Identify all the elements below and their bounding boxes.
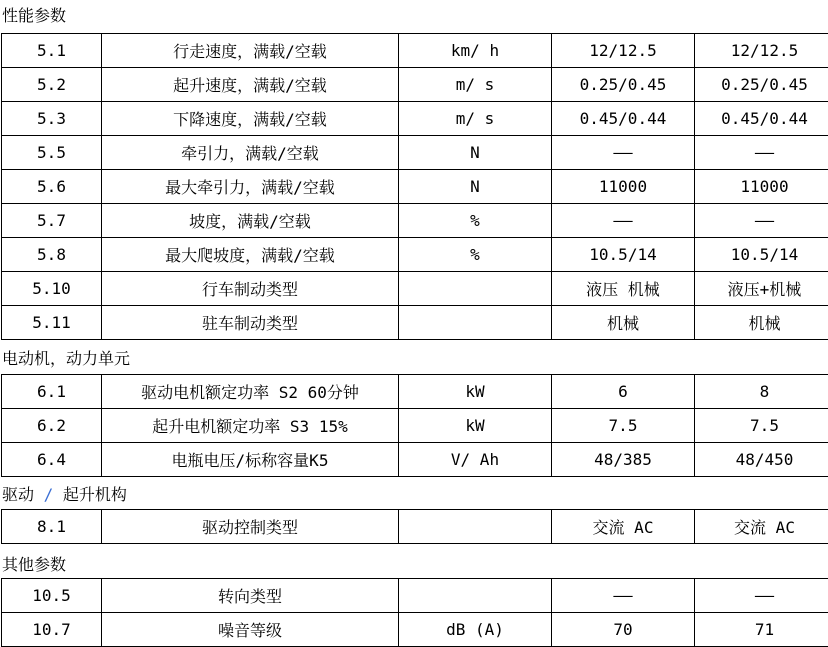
table-cell: 8 [695, 375, 828, 409]
table-cell: 0.45/0.44 [552, 102, 695, 136]
table-cell: 6.4 [2, 443, 102, 477]
table-row [2, 409, 828, 443]
table-cell: —— [695, 579, 828, 613]
table-cell: —— [552, 136, 695, 170]
spec-table-other-parameters [1, 578, 828, 647]
table-cell: 坡度，满载/空载 [102, 204, 399, 238]
table-cell: 机械 [695, 306, 828, 340]
table-row [2, 306, 828, 340]
table-cell: 10.5/14 [552, 238, 695, 272]
table-cell: 6.1 [2, 375, 102, 409]
section-title-drive-lift-mechanism [0, 486, 828, 504]
table-cell: 12/12.5 [552, 34, 695, 68]
table-cell: 12/12.5 [695, 34, 828, 68]
table-cell: 行车制动类型 [102, 272, 399, 306]
table-cell: 起升电机额定功率 S3 15% [102, 409, 399, 443]
table-cell: km/ h [399, 34, 552, 68]
table-cell: 11000 [695, 170, 828, 204]
table-cell: 驻车制动类型 [102, 306, 399, 340]
table-cell: 6 [552, 375, 695, 409]
table-row [2, 613, 828, 647]
table-cell: dB (A) [399, 613, 552, 647]
table-cell: 转向类型 [102, 579, 399, 613]
table-cell: 起升速度，满载/空载 [102, 68, 399, 102]
table-cell: 交流 AC [552, 510, 695, 544]
table-row [2, 102, 828, 136]
section-title-text-post: 起升机构 [53, 485, 127, 504]
table-row [2, 34, 828, 68]
table-cell: 交流 AC [695, 510, 828, 544]
table-row [2, 68, 828, 102]
table-cell: 48/450 [695, 443, 828, 477]
table-cell: 11000 [552, 170, 695, 204]
table-cell: 牵引力，满载/空载 [102, 136, 399, 170]
table-cell: 10.7 [2, 613, 102, 647]
table-cell: 10.5/14 [695, 238, 828, 272]
spec-table-drive-lift-mechanism [1, 509, 828, 544]
table-cell: N [399, 170, 552, 204]
table-cell: 48/385 [552, 443, 695, 477]
table-cell: —— [695, 136, 828, 170]
table-cell: m/ s [399, 68, 552, 102]
table-cell: 行走速度，满载/空载 [102, 34, 399, 68]
table-cell: 71 [695, 613, 828, 647]
table-cell: 0.25/0.45 [552, 68, 695, 102]
table-row [2, 579, 828, 613]
table-cell: V/ Ah [399, 443, 552, 477]
table-cell: 5.8 [2, 238, 102, 272]
section-title-performance: 性能参数 [2, 6, 67, 25]
table-cell: 液压 机械 [552, 272, 695, 306]
section-title-text-pre: 驱动 [2, 485, 44, 504]
table-cell: 5.1 [2, 34, 102, 68]
table-cell: 电瓶电压/标称容量K5 [102, 443, 399, 477]
table-row [2, 204, 828, 238]
table-cell: 0.25/0.45 [695, 68, 828, 102]
table-cell: 5.2 [2, 68, 102, 102]
table-cell: 5.11 [2, 306, 102, 340]
table-cell: 10.5 [2, 579, 102, 613]
table-cell: % [399, 204, 552, 238]
table-cell: 70 [552, 613, 695, 647]
table-cell: 8.1 [2, 510, 102, 544]
table-cell: 6.2 [2, 409, 102, 443]
table-cell: kW [399, 375, 552, 409]
table-cell: 下降速度，满载/空载 [102, 102, 399, 136]
table-cell: —— [552, 579, 695, 613]
table-cell: 5.3 [2, 102, 102, 136]
table-row [2, 510, 828, 544]
table-cell: 驱动电机额定功率 S2 60分钟 [102, 375, 399, 409]
table-cell: m/ s [399, 102, 552, 136]
table-row [2, 272, 828, 306]
spec-sheet-page [0, 7, 828, 647]
table-cell: kW [399, 409, 552, 443]
table-cell: 0.45/0.44 [695, 102, 828, 136]
slash-accent: / [43, 485, 54, 504]
section-title-other-parameters: 其他参数 [2, 555, 67, 574]
table-row [2, 170, 828, 204]
table-cell: 5.6 [2, 170, 102, 204]
table-row [2, 136, 828, 170]
table-cell: 最大牵引力，满载/空载 [102, 170, 399, 204]
table-row [2, 443, 828, 477]
table-cell: N [399, 136, 552, 170]
table-cell: 7.5 [695, 409, 828, 443]
table-cell: 7.5 [552, 409, 695, 443]
section-title-motor-power-unit: 电动机，动力单元 [2, 349, 131, 368]
table-cell: —— [552, 204, 695, 238]
table-cell: 5.7 [2, 204, 102, 238]
table-cell: —— [695, 204, 828, 238]
table-cell: % [399, 238, 552, 272]
table-cell: 5.5 [2, 136, 102, 170]
table-cell: 噪音等级 [102, 613, 399, 647]
table-cell: 最大爬坡度，满载/空载 [102, 238, 399, 272]
table-cell: 驱动控制类型 [102, 510, 399, 544]
table-row [2, 375, 828, 409]
table-cell [399, 510, 552, 544]
spec-table-performance [1, 33, 828, 340]
table-cell: 机械 [552, 306, 695, 340]
table-cell [399, 272, 552, 306]
spec-table-motor-power-unit [1, 374, 828, 477]
table-cell [399, 579, 552, 613]
table-row [2, 238, 828, 272]
table-cell: 液压+机械 [695, 272, 828, 306]
table-cell: 5.10 [2, 272, 102, 306]
table-cell [399, 306, 552, 340]
